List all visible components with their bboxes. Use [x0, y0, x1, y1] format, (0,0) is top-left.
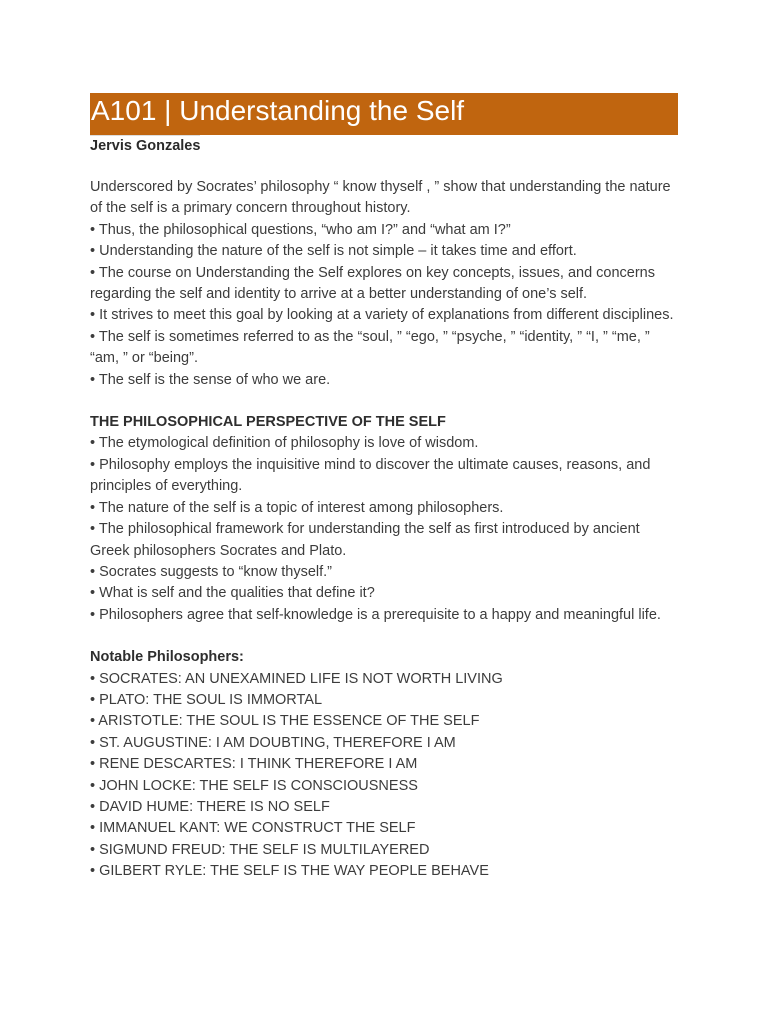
philosopher-item: • GILBERT RYLE: THE SELF IS THE WAY PEOPLE BEHAVE: [90, 863, 489, 880]
philosophy-bullet: • Socrates suggests to “know thyself.”: [90, 563, 333, 580]
philosophy-bullet: • Philosophers agree that self-knowledge is a prerequisite to a happy and meaningful life.: [90, 606, 661, 623]
intro-bullet: • Thus, the philosophical questions, “who am I?” and “what am I?”: [90, 221, 511, 238]
philosophy-bullet: • What is self and the qualities that define it?: [90, 585, 375, 602]
section-heading: Notable Philosophers:: [90, 649, 244, 666]
notable-philosophers-section: [90, 647, 678, 882]
philosopher-item: • DAVID HUME: THERE IS NO SELF: [90, 798, 330, 815]
intro-bullet: • The self is the sense of who we are.: [90, 371, 331, 388]
intro-bullet: • The self is sometimes referred to as the “soul, ” “ego, ” “psyche, ” “identity, ” “I, ” “me, ” “am, ” or “being”.: [90, 328, 650, 367]
philosopher-item: • PLATO: THE SOUL IS IMMORTAL: [90, 691, 323, 708]
author-name: Jervis Gonzales: [90, 135, 200, 155]
section-heading: THE PHILOSOPHICAL PERSPECTIVE OF THE SELF: [90, 414, 446, 431]
philosophy-bullet: • Philosophy employs the inquisitive mind to discover the ultimate causes, reasons, and principles of everything.: [90, 456, 651, 495]
philosophy-bullet: • The philosophical framework for understanding the self as first introduced by ancient Greek philosophers Socrates and Plato.: [90, 521, 640, 559]
philosophy-bullet: • The nature of the self is a topic of interest among philosophers.: [90, 499, 504, 516]
intro-bullet: • It strives to meet this goal by looking at a variety of explanations from different disciplines.: [90, 307, 674, 324]
document-title: A101 | Understanding the Self: [90, 93, 678, 135]
philosopher-item: • SOCRATES: AN UNEXAMINED LIFE IS NOT WORTH LIVING: [90, 670, 503, 687]
intro-paragraph: Underscored by Socrates’ philosophy “ know thyself , ” show that understanding the nature of the self is a primary concern throughout history.: [90, 179, 671, 217]
philosopher-item: • ARISTOTLE: THE SOUL IS THE ESSENCE OF THE SELF: [90, 713, 480, 730]
philosophical-section: [90, 412, 678, 626]
philosopher-item: • IMMANUEL KANT: WE CONSTRUCT THE SELF: [90, 820, 416, 837]
philosopher-item: • JOHN LOCKE: THE SELF IS CONSCIOUSNESS: [90, 777, 418, 794]
intro-bullet: • The course on Understanding the Self explores on key concepts, issues, and concerns regarding the self and identity to arrive at a better understanding of one’s self.: [90, 264, 655, 303]
philosopher-item: • ST. AUGUSTINE: I AM DOUBTING, THEREFORE I AM: [90, 734, 456, 751]
philosophy-bullet: • The etymological definition of philosophy is love of wisdom.: [90, 435, 479, 452]
document-page: [90, 93, 678, 883]
philosopher-item: • SIGMUND FREUD: THE SELF IS MULTILAYERED: [90, 841, 430, 858]
philosopher-item: • RENE DESCARTES: I THINK THEREFORE I AM: [90, 756, 418, 773]
intro-bullet: • Understanding the nature of the self is not simple – it takes time and effort.: [90, 243, 577, 260]
intro-section: [90, 177, 678, 391]
